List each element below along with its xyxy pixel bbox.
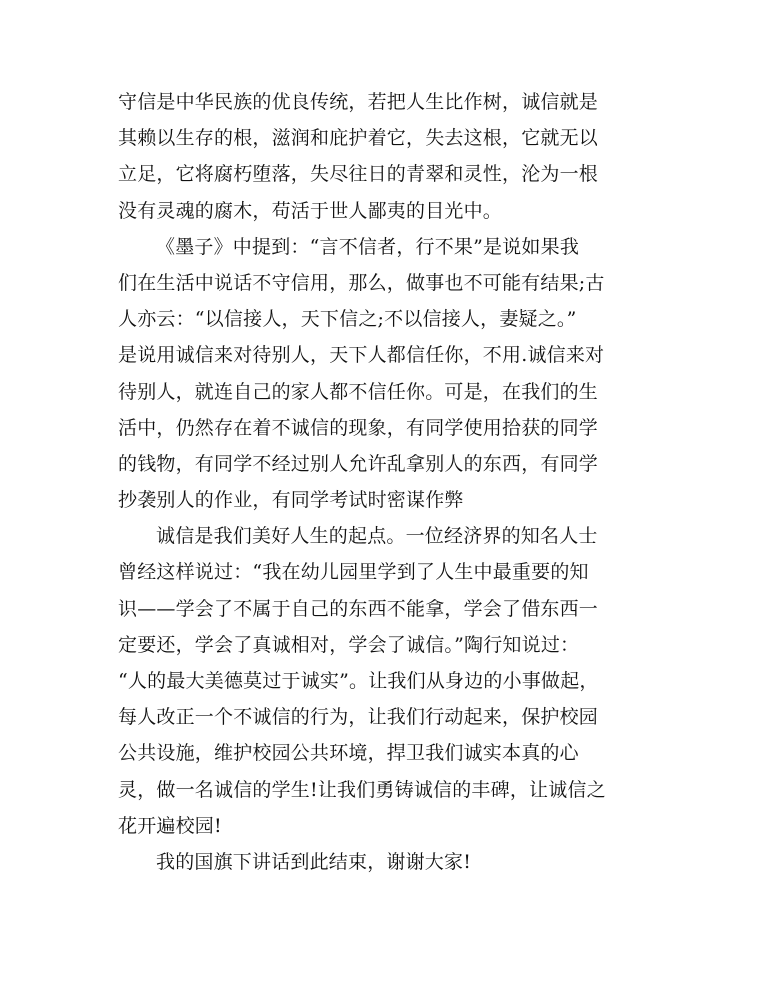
text-line: 活中，仍然存在着不诚信的现象，有同学使用拾获的同学 (118, 416, 599, 439)
text-line: 我的国旗下讲话到此结束，谢谢大家! (156, 850, 472, 873)
text-line: 们在生活中说话不守信用，那么，做事也不可能有结果;古 (118, 271, 605, 294)
text-line: 定要还，学会了真诚相对，学会了诚信。”陶行知说过： (118, 633, 580, 656)
speech-text (118, 84, 648, 880)
text-line: 待别人，就连自己的家人都不信任你。可是，在我们的生 (118, 380, 599, 403)
text-line: 公共设施，维护校园公共环境，捍卫我们诚实本真的心 (118, 742, 579, 765)
text-line: 抄袭别人的作业，有同学考试时密谋作弊 (118, 489, 464, 512)
text-line: 灵，做一名诚信的学生!让我们勇铸诚信的丰碑，让诚信之 (118, 778, 606, 801)
text-line: 的钱物，有同学不经过别人允许乱拿别人的东西，有同学 (118, 452, 599, 475)
text-line: 是说用诚信来对待别人，天下人都信任你，不用.诚信来对 (118, 344, 605, 367)
text-line: 曾经这样说过：“我在幼儿园里学到了人生中最重要的知 (118, 561, 589, 584)
text-line: 《墨子》中提到：“言不信者，行不果”是说如果我 (156, 235, 580, 258)
text-line: 花开遍校园! (118, 814, 222, 837)
text-line: 人亦云：“以信接人，天下信之;不以信接人，妻疑之。” (118, 308, 577, 331)
text-line: 立足，它将腐朽堕落，失尽往日的青翠和灵性，沦为一根 (118, 163, 599, 186)
text-line: 守信是中华民族的优良传统，若把人生比作树，诚信就是 (118, 91, 599, 113)
text-line: 其赖以生存的根，滋润和庇护着它，失去这根，它就无以 (118, 127, 599, 150)
text-line: 没有灵魂的腐木，苟活于世人鄙夷的目光中。 (118, 199, 503, 222)
text-line: 每人改正一个不诚信的行为，让我们行动起来，保护校园 (118, 706, 599, 729)
text-line: 诚信是我们美好人生的起点。一位经济界的知名人士 (156, 525, 598, 548)
text-line: 识——学会了不属于自己的东西不能拿，学会了借东西一 (118, 597, 599, 620)
text-line: “人的最大美德莫过于诚实”。让我们从身边的小事做起， (118, 670, 599, 692)
